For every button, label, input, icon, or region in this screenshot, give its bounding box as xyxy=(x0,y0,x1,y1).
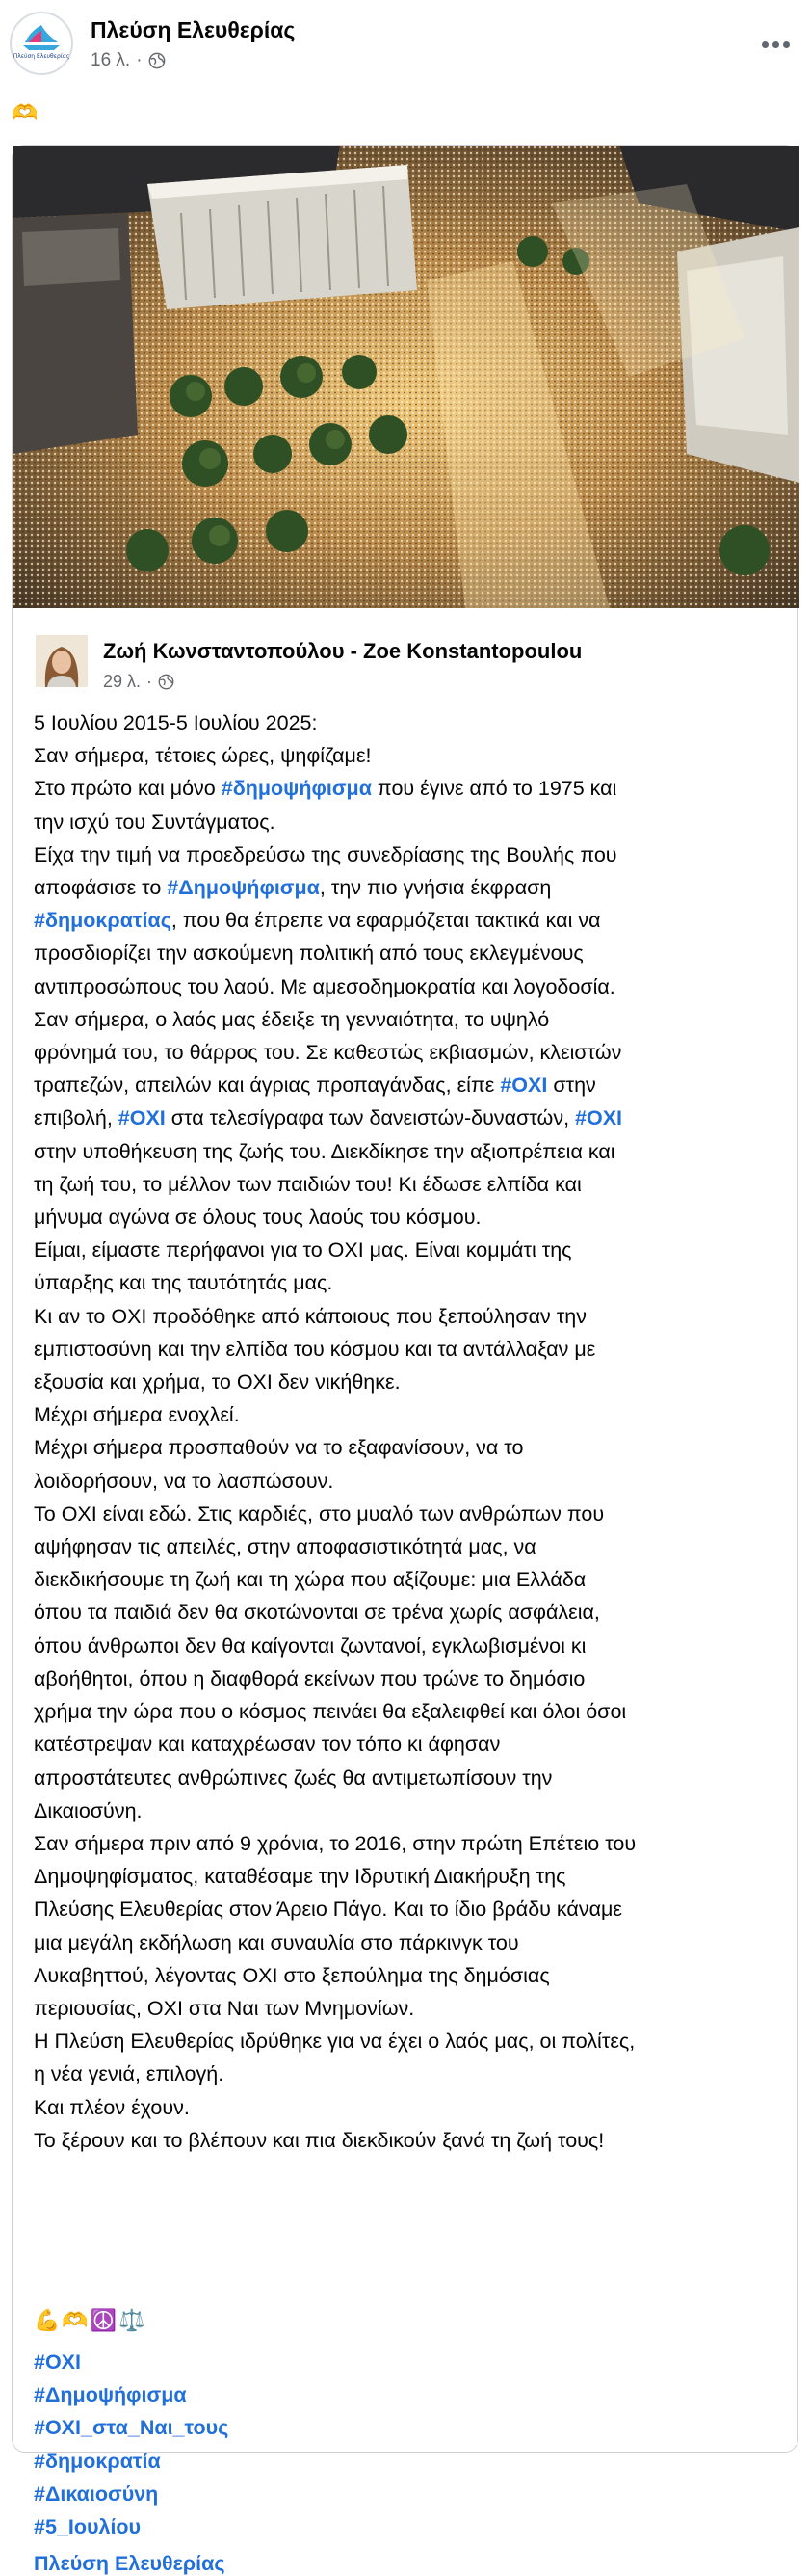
hashtag-link[interactable]: #ΟΧΙ xyxy=(118,1106,166,1130)
body-line: απροστάτευτες ανθρώπινες ζωές θα αντιμετωπίσουν την xyxy=(34,1766,553,1790)
post-time[interactable]: 16 λ. xyxy=(91,50,131,70)
body-line: στην υποθήκευση της ζωής του. Διεκδίκησε την αξιοπρέπεια και xyxy=(34,1139,615,1163)
body-line: όπου τα παιδιά δεν θα σκοτώνονται σε τρένα χωρίς ασφάλεια, xyxy=(34,1601,600,1625)
shared-post-emojis xyxy=(34,2308,145,2333)
body-line: αντιπροσώπους του λαού. Με αμεσοδημοκρατία και λογοδοσία. xyxy=(34,974,615,998)
body-line: Το ξέρουν και το βλέπουν και πια διεκδικούν ξανά τη ζωή τους! xyxy=(34,2128,605,2152)
shared-post-meta xyxy=(103,672,174,692)
body-text-segment: αποφάσισε το xyxy=(34,876,168,900)
page-avatar[interactable] xyxy=(10,12,73,75)
body-line: εξουσία και χρήμα, το ΟΧΙ δεν νικήθηκε. xyxy=(34,1370,401,1394)
body-line: κατέστρεψαν και καταχρέωσαν τον τόπο κι άφησαν xyxy=(34,1733,501,1757)
body-line: ύπαρξης και της ταυτότητάς μας. xyxy=(34,1271,333,1295)
body-line xyxy=(34,772,785,805)
body-line: η νέα γενιά, επιλογή. xyxy=(34,2062,224,2086)
hashtag-link[interactable]: #ΟΧΙ xyxy=(500,1074,548,1098)
hashtag-list xyxy=(34,2346,228,2543)
shared-post-card[interactable] xyxy=(12,145,798,2575)
hashtag-link[interactable]: #δημοψήφισμα xyxy=(221,777,372,801)
meta-separator: · xyxy=(146,672,153,691)
body-line: Δικαιοσύνη. xyxy=(34,1798,143,1822)
hashtag-link[interactable]: #5_Ιουλίου xyxy=(34,2515,142,2539)
emoji: 🫶 xyxy=(62,2308,89,2332)
hashtag-link[interactable]: #Δικαιοσύνη xyxy=(34,2482,159,2506)
body-line: Σαν σήμερα, ο λαός μας έδειξε τη γενναιότητα, το υψηλό xyxy=(34,1007,550,1031)
body-line: την ισχύ του Συντάγματος. xyxy=(34,810,275,834)
globe-icon xyxy=(158,674,174,690)
body-line: διεκδικήσουμε τη ζωή και τη χώρα που αξίζουμε: μια Ελλάδα xyxy=(34,1568,587,1592)
post-emoji-line: 🫶 xyxy=(12,100,39,124)
emoji: 💪 xyxy=(34,2308,61,2332)
body-line: Σαν σήμερα, τέτοιες ώρες, ψηφίζαμε! xyxy=(34,744,372,768)
body-line: Το ΟΧΙ είναι εδώ. Στις καρδιές, στο μυαλό των ανθρώπων που xyxy=(34,1501,605,1526)
body-line: Σαν σήμερα πριν από 9 χρόνια, το 2016, στην πρώτη Επέτειο του xyxy=(34,1831,637,1855)
page-mention-link[interactable]: Πλεύση Ελευθερίας xyxy=(34,2552,225,2575)
body-text-segment: , που θα έπρεπε να εφαρμόζεται τακτικά και να xyxy=(170,909,601,933)
hashtag-link[interactable]: #δημοκρατία xyxy=(34,2449,161,2473)
emoji: ⚖️ xyxy=(118,2308,145,2332)
body-line: τη ζωή του, το μέλλον των παιδιών του! Κι έδωσε ελπίδα και xyxy=(34,1172,582,1196)
body-line: Είχα την τιμή να προεδρεύσω της συνεδρίασης της Βουλής που xyxy=(34,842,617,866)
body-line: αψήφησαν τις απειλές, στην αποφασιστικότητά μας, να xyxy=(34,1535,536,1559)
crowd-photo xyxy=(13,146,799,608)
body-line: Και πλέον έχουν. xyxy=(34,2095,190,2119)
body-line xyxy=(34,904,785,937)
body-text-segment: επιβολή, xyxy=(34,1106,118,1130)
body-line: φρόνημά του, το θάρρος του. Σε καθεστώς εκβιασμών, κλειστών xyxy=(34,1041,622,1065)
body-text-segment: Στο πρώτο και μόνο xyxy=(34,777,222,801)
body-line: χρήμα την ώρα που ο κόσμος πεινάει θα εξαλειφθεί και όλοι όσοι xyxy=(34,1700,627,1724)
shared-post-time[interactable]: 29 λ. xyxy=(103,672,142,691)
body-line: Δημοψηφίσματος, καταθέσαμε την Ιδρυτική Διακήρυξη της xyxy=(34,1865,566,1889)
body-line: εμπιστοσύνη και την ελπίδα του κόσμου και τα αντάλλαξαν με xyxy=(34,1337,596,1361)
more-options-button[interactable] xyxy=(756,25,795,64)
body-line: Λυκαβηττού, λέγοντας ΟΧΙ στο ξεπούλημα της δημόσιας xyxy=(34,1963,550,1987)
shared-author-avatar[interactable] xyxy=(36,635,88,687)
body-line: Η Πλεύση Ελευθερίας ιδρύθηκε για να έχει ο λαός μας, οι πολίτες, xyxy=(34,2030,636,2054)
body-line: όπου άνθρωποι δεν θα καίγονται ζωντανοί, εγκλωβισμένοι κι xyxy=(34,1633,587,1658)
hashtag-link[interactable]: #ΟΧΙ xyxy=(575,1106,623,1130)
hashtag-link[interactable]: #Δημοψήφισμα xyxy=(34,2383,187,2407)
emoji: ☮️ xyxy=(90,2308,118,2332)
body-line: Πλεύσης Ελευθερίας στον Άρειο Πάγο. Και το ίδιο βράδυ κάναμε xyxy=(34,1898,622,1922)
logo-text: Πλεύση Ελευθερίας xyxy=(13,53,70,60)
meta-separator: · xyxy=(136,50,143,70)
post-header xyxy=(0,0,810,87)
page-name[interactable]: Πλεύση Ελευθερίας xyxy=(91,17,296,42)
hashtag-link[interactable]: #ΟΧΙ_στα_Ναι_τους xyxy=(34,2416,229,2440)
author-photo xyxy=(36,635,88,687)
body-line: αβοήθητοι, όπου η διαφθορά εκείνων που τρώνε το δημόσιο xyxy=(34,1666,586,1690)
hashtag-link[interactable]: #Δημοψήφισμα xyxy=(167,876,320,900)
body-text-segment: , την πιο γνήσια έκφραση xyxy=(319,876,552,900)
shared-author-name[interactable]: Ζωή Κωνσταντοπούλου - Zoe Konstantopoulou xyxy=(103,639,583,663)
party-logo-icon xyxy=(12,13,71,73)
shared-post-image[interactable] xyxy=(13,146,799,608)
hashtag-link[interactable]: #δημοκρατίας xyxy=(34,909,171,933)
body-line: μήνυμα αγώνα σε όλους τους λαούς του κόσμου. xyxy=(34,1206,482,1230)
body-text-segment: που έγινε από το 1975 και xyxy=(371,777,617,801)
body-line: Είμαι, είμαστε περήφανοι για το ΟΧΙ μας. Είναι κομμάτι της xyxy=(34,1238,572,1262)
body-line: Μέχρι σήμερα προσπαθούν να το εξαφανίσουν, να το xyxy=(34,1436,524,1460)
globe-icon xyxy=(148,52,166,69)
body-text-segment: τραπεζών, απειλών και άγριας προπαγάνδας, είπε xyxy=(34,1074,501,1098)
body-line: 5 Ιουλίου 2015-5 Ιουλίου 2025: xyxy=(34,711,318,734)
body-line xyxy=(34,1069,785,1102)
post-meta xyxy=(91,50,166,71)
body-line: μια μεγάλη εκδήλωση και συναυλία στο πάρκινγκ του xyxy=(34,1930,519,1954)
body-text-segment: στην xyxy=(547,1074,596,1098)
body-line: προσδιορίζει την ασκούμενη πολιτική από τους εκλεγμένους xyxy=(34,942,584,966)
body-line: Μέχρι σήμερα ενοχλεί. xyxy=(34,1403,240,1427)
body-line xyxy=(34,871,785,904)
hashtag-link[interactable]: #ΟΧΙ xyxy=(34,2350,81,2374)
body-text-segment: στα τελεσίγραφα των δανειστών-δυναστών, xyxy=(165,1106,576,1130)
body-line: λοιδορήσουν, να το λασπώσουν. xyxy=(34,1469,334,1493)
body-line: Κι αν το ΟΧΙ προδόθηκε από κάποιους που ξεπούλησαν την xyxy=(34,1304,587,1328)
ellipsis-icon xyxy=(762,41,769,48)
shared-post-body xyxy=(34,706,785,2157)
body-line: περιουσίας, ΟΧΙ στα Ναι των Μνημονίων. xyxy=(34,1996,415,2020)
body-line xyxy=(34,1102,785,1134)
